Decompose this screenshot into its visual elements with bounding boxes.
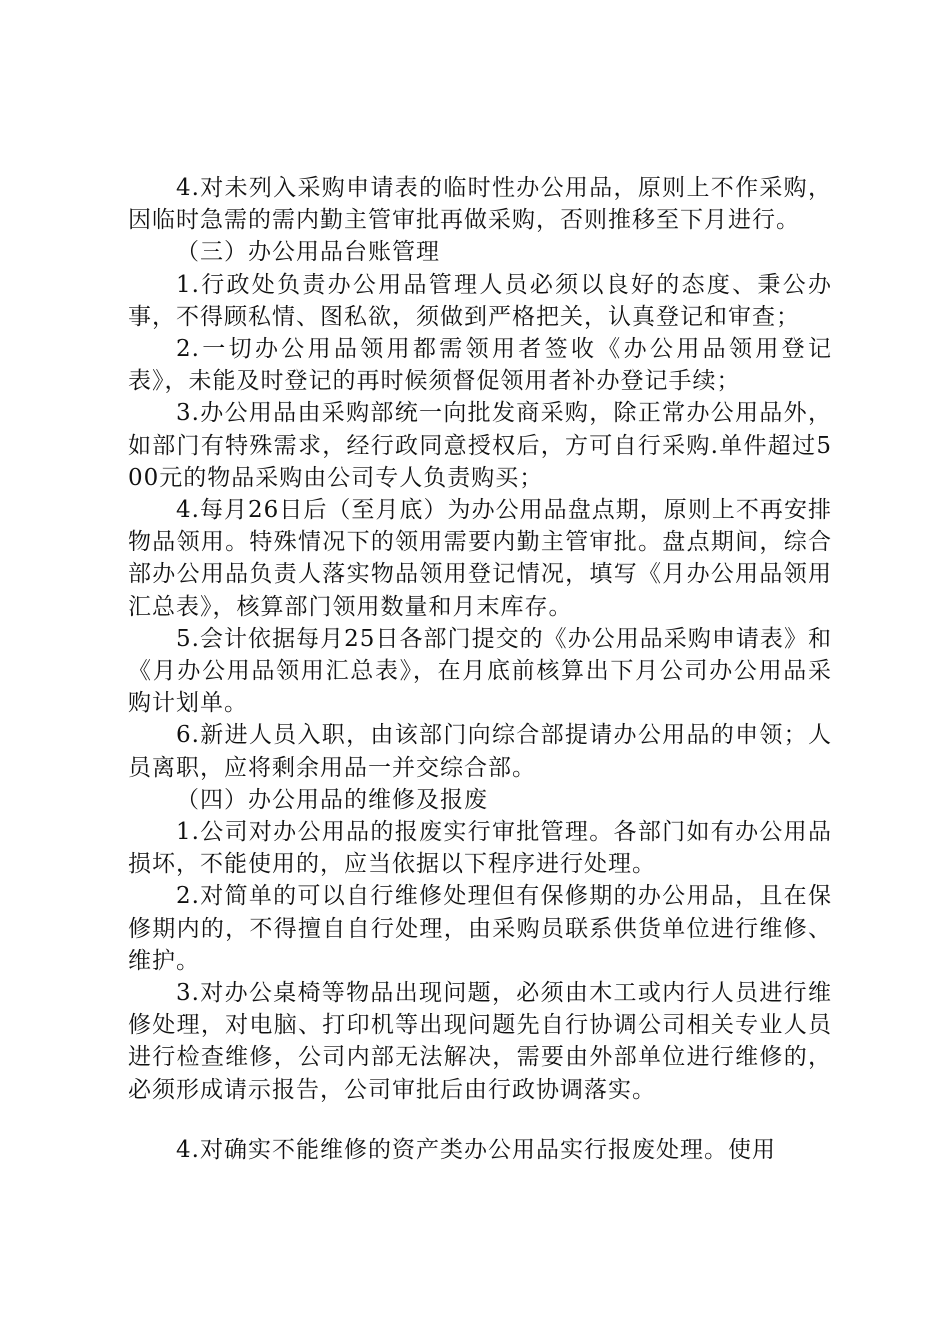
paragraph-purchase-item-4: 4.对未列入采购申请表的临时性办公用品，原则上不作采购，因临时急需的需内勤主管审批再做采购，否则推移至下月进行。 — [128, 175, 832, 234]
paragraph-ledger-item-5: 5.会计依据每月25日各部门提交的《办公用品采购申请表》和《月办公用品领用汇总表》，在月底前核算出下月公司办公用品采购计划单。 — [128, 625, 832, 717]
paragraph-ledger-item-3: 3.办公用品由采购部统一向批发商采购，除正常办公用品外，如部门有特殊需求，经行政同意授权后，方可自行采购.单件超过500元的物品采购由公司专人负责购买； — [128, 400, 832, 491]
paragraph-spacer — [128, 1106, 832, 1134]
section-heading-ledger-management: （三）办公用品台账管理 — [176, 239, 440, 266]
paragraph-ledger-item-2: 2.一切办公用品领用都需领用者签收《办公用品领用登记表》，未能及时登记的再时候须督促领用者补办登记手续； — [128, 336, 832, 395]
paragraph-ledger-item-4: 4.每月26日后（至月底）为办公用品盘点期，原则上不再安排物品领用。特殊情况下的领用需要内勤主管审批。盘点期间，综合部办公用品负责人落实物品领用登记情况，填写《月办公用品领用汇总表》，核算部门领用数量和月末库存。 — [128, 497, 832, 620]
document-body — [128, 172, 832, 1166]
paragraph-ledger-item-6: 6.新进人员入职，由该部门向综合部提请办公用品的申领；人员离职，应将剩余用品一并交综合部。 — [128, 722, 832, 781]
paragraph-repair-item-1: 1.公司对办公用品的报废实行审批管理。各部门如有办公用品损坏，不能使用的，应当依据以下程序进行处理。 — [128, 819, 832, 878]
paragraph-repair-item-4: 4.对确实不能维修的资产类办公用品实行报废处理。使用 — [176, 1136, 776, 1163]
paragraph-repair-item-2: 2.对简单的可以自行维修处理但有保修期的办公用品，且在保修期内的，不得擅自自行处理，由采购员联系供货单位进行维修、维护。 — [128, 883, 832, 974]
paragraph-ledger-item-1: 1.行政处负责办公用品管理人员必须以良好的态度、秉公办事，不得顾私情、图私欲，须做到严格把关，认真登记和审查； — [128, 271, 832, 330]
paragraph-repair-item-3: 3.对办公桌椅等物品出现问题，必须由木工或内行人员进行维修处理，对电脑、打印机等出现问题先自行协调公司相关专业人员进行检查维修，公司内部无法解决，需要由外部单位进行维修的，必须形成请示报告，公司审批后由行政协调落实。 — [128, 980, 832, 1103]
section-heading-repair-and-scrap: （四）办公用品的维修及报废 — [176, 786, 488, 813]
